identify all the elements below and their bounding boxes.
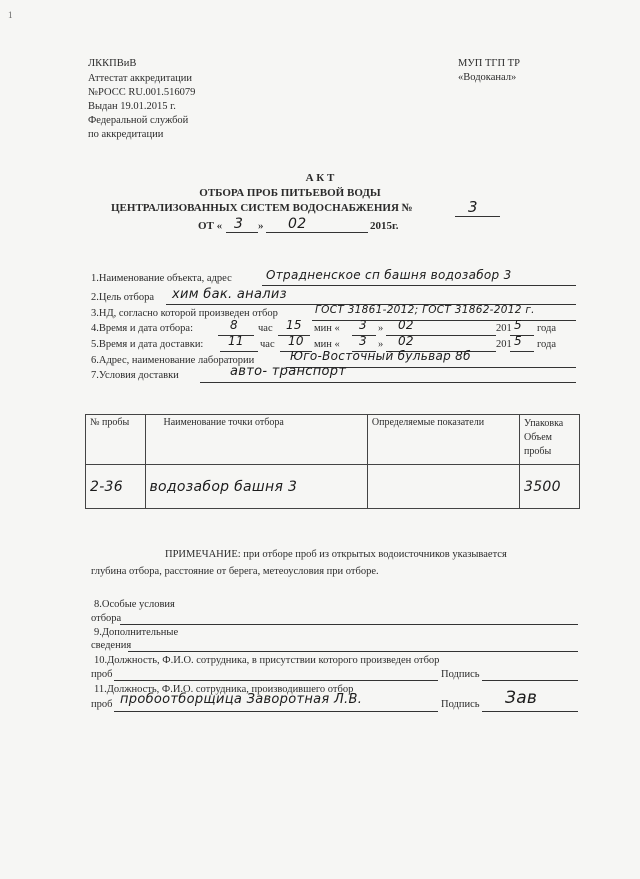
field-5-min-label: мин « xyxy=(314,339,340,350)
title-line3: ЦЕНТРАЛИЗОВАННЫХ СИСТЕМ ВОДОСНАБЖЕНИЯ № xyxy=(111,202,413,214)
field-3-line xyxy=(312,320,576,321)
title-line2: ОТБОРА ПРОБ ПИТЬЕВОЙ ВОДЫ xyxy=(199,187,381,199)
th-indicators: Определяемые показатели xyxy=(367,415,519,465)
field-10-sign-line xyxy=(482,680,578,681)
field-8-label-b: отбора xyxy=(91,613,122,624)
field-5-year-label: года xyxy=(537,339,556,350)
field-3-label: 3.НД, согласно которой произведен отбор xyxy=(91,308,278,319)
field-5-year-digit: 5 xyxy=(514,334,522,348)
field-5-year-line xyxy=(510,351,534,352)
field-10-label-a: 10.Должность, Ф.И.О. сотрудника, в присутствии которого произведен отбор xyxy=(94,655,440,666)
field-5-hour: 11 xyxy=(228,334,244,348)
act-number: 3 xyxy=(468,198,478,216)
field-5-hour-line xyxy=(220,351,258,352)
corner-mark: 1 xyxy=(8,10,13,20)
field-4-month: 02 xyxy=(398,318,414,332)
field-11-sign-label: Подпись xyxy=(441,699,480,710)
issued-date: Выдан 19.01.2015 г. xyxy=(88,101,176,112)
date-year: 2015г. xyxy=(370,220,399,232)
field-8-line xyxy=(120,624,578,625)
field-4-quote: » xyxy=(378,323,384,334)
field-7-label: 7.Условия доставки xyxy=(91,370,179,381)
sample-no-value: 2-36 xyxy=(90,478,123,495)
field-5-label: 5.Время и дата доставки: xyxy=(91,339,204,350)
th-point-name: Наименование точки отбора xyxy=(145,415,367,465)
date-prefix: ОТ « xyxy=(198,220,223,232)
samples-table xyxy=(85,414,580,509)
field-7-value: авто- транспорт xyxy=(230,364,347,379)
field-5-quote: » xyxy=(378,339,384,350)
field-9-label-a: 9.Дополнительные xyxy=(94,627,179,638)
field-11-value: пробоотборщица Заворотная Л.В. xyxy=(120,692,363,707)
field-9-label-b: сведения xyxy=(91,640,132,651)
org-name: МУП ТГП ТР xyxy=(458,58,520,69)
field-4-year-prefix: 201 xyxy=(496,323,512,334)
date-month: 02 xyxy=(288,216,307,232)
field-1-line xyxy=(262,285,576,286)
date-month-line xyxy=(266,232,368,233)
cell-point-name xyxy=(145,465,367,509)
field-5-day: 3 xyxy=(359,334,367,348)
field-6-label: 6.Адрес, наименование лаборатории xyxy=(91,355,255,366)
field-5-year-prefix: 201 xyxy=(496,339,512,350)
field-8-label-a: 8.Особые условия xyxy=(94,599,175,610)
field-7-line xyxy=(200,382,576,383)
act-number-line xyxy=(455,216,500,217)
table-header-row xyxy=(86,415,580,465)
table-row xyxy=(86,465,580,509)
note-line1: ПРИМЕЧАНИЕ: при отборе проб из открытых водоисточников указывается xyxy=(165,549,507,560)
issuer-line2: по аккредитации xyxy=(88,129,164,140)
date-day-line xyxy=(226,232,258,233)
field-4-min-label: мин « xyxy=(314,323,340,334)
field-5-month: 02 xyxy=(398,334,414,348)
field-4-year-label: года xyxy=(537,323,556,334)
accreditation-number: №РОСС RU.001.516079 xyxy=(88,87,196,98)
org-department: «Водоканал» xyxy=(458,72,517,83)
volume-value: 3500 xyxy=(524,478,561,495)
cell-indicators xyxy=(367,465,519,509)
lab-name: ЛККПВиВ xyxy=(88,58,137,69)
field-10-label-b: проб xyxy=(91,669,113,680)
th-package-volume: Упаковка Объем пробы xyxy=(520,415,580,465)
cell-volume xyxy=(520,465,580,509)
field-1-value: Отрадненское сп башня водозабор 3 xyxy=(266,268,512,282)
field-11-label-b: проб xyxy=(91,699,113,710)
field-3-value: ГОСТ 31861-2012; ГОСТ 31862-2012 г. xyxy=(315,304,535,316)
field-9-line xyxy=(128,651,578,652)
field-4-day: 3 xyxy=(359,318,367,332)
field-1-label: 1.Наименование объекта, адрес xyxy=(91,273,232,284)
field-5-min: 10 xyxy=(288,334,304,348)
field-4-hour: 8 xyxy=(230,318,238,332)
field-4-year-digit: 5 xyxy=(514,318,522,332)
point-name-value: водозабор башня 3 xyxy=(149,478,298,495)
field-4-label: 4.Время и дата отбора: xyxy=(91,323,193,334)
field-2-value: хим бак. анализ xyxy=(172,287,287,302)
field-10-sign-label: Подпись xyxy=(441,669,480,680)
date-day: 3 xyxy=(234,216,244,232)
field-11-label-a: 11.Должность, Ф.И.О. сотрудника, производившего отбор xyxy=(94,684,354,695)
date-sep: » xyxy=(258,220,264,232)
issuer-line1: Федеральной службой xyxy=(88,115,189,126)
field-5-hour-label: час xyxy=(260,339,275,350)
field-4-min: 15 xyxy=(286,318,302,332)
accreditation-label: Аттестат аккредитации xyxy=(88,73,192,84)
field-4-hour-label: час xyxy=(258,323,273,334)
signature: Зав xyxy=(505,688,538,708)
field-6-value: Юго-Восточный бульвар 8б xyxy=(290,349,471,363)
title-line1: А К Т xyxy=(305,172,335,184)
th-sample-no: № пробы xyxy=(86,415,146,465)
field-11-line xyxy=(114,711,438,712)
cell-sample-no xyxy=(86,465,146,509)
field-10-line xyxy=(114,680,438,681)
note-line2: глубина отбора, расстояние от берега, метеоусловия при отборе. xyxy=(91,566,379,577)
field-2-label: 2.Цель отбора xyxy=(91,292,154,303)
field-11-sign-line xyxy=(482,711,578,712)
